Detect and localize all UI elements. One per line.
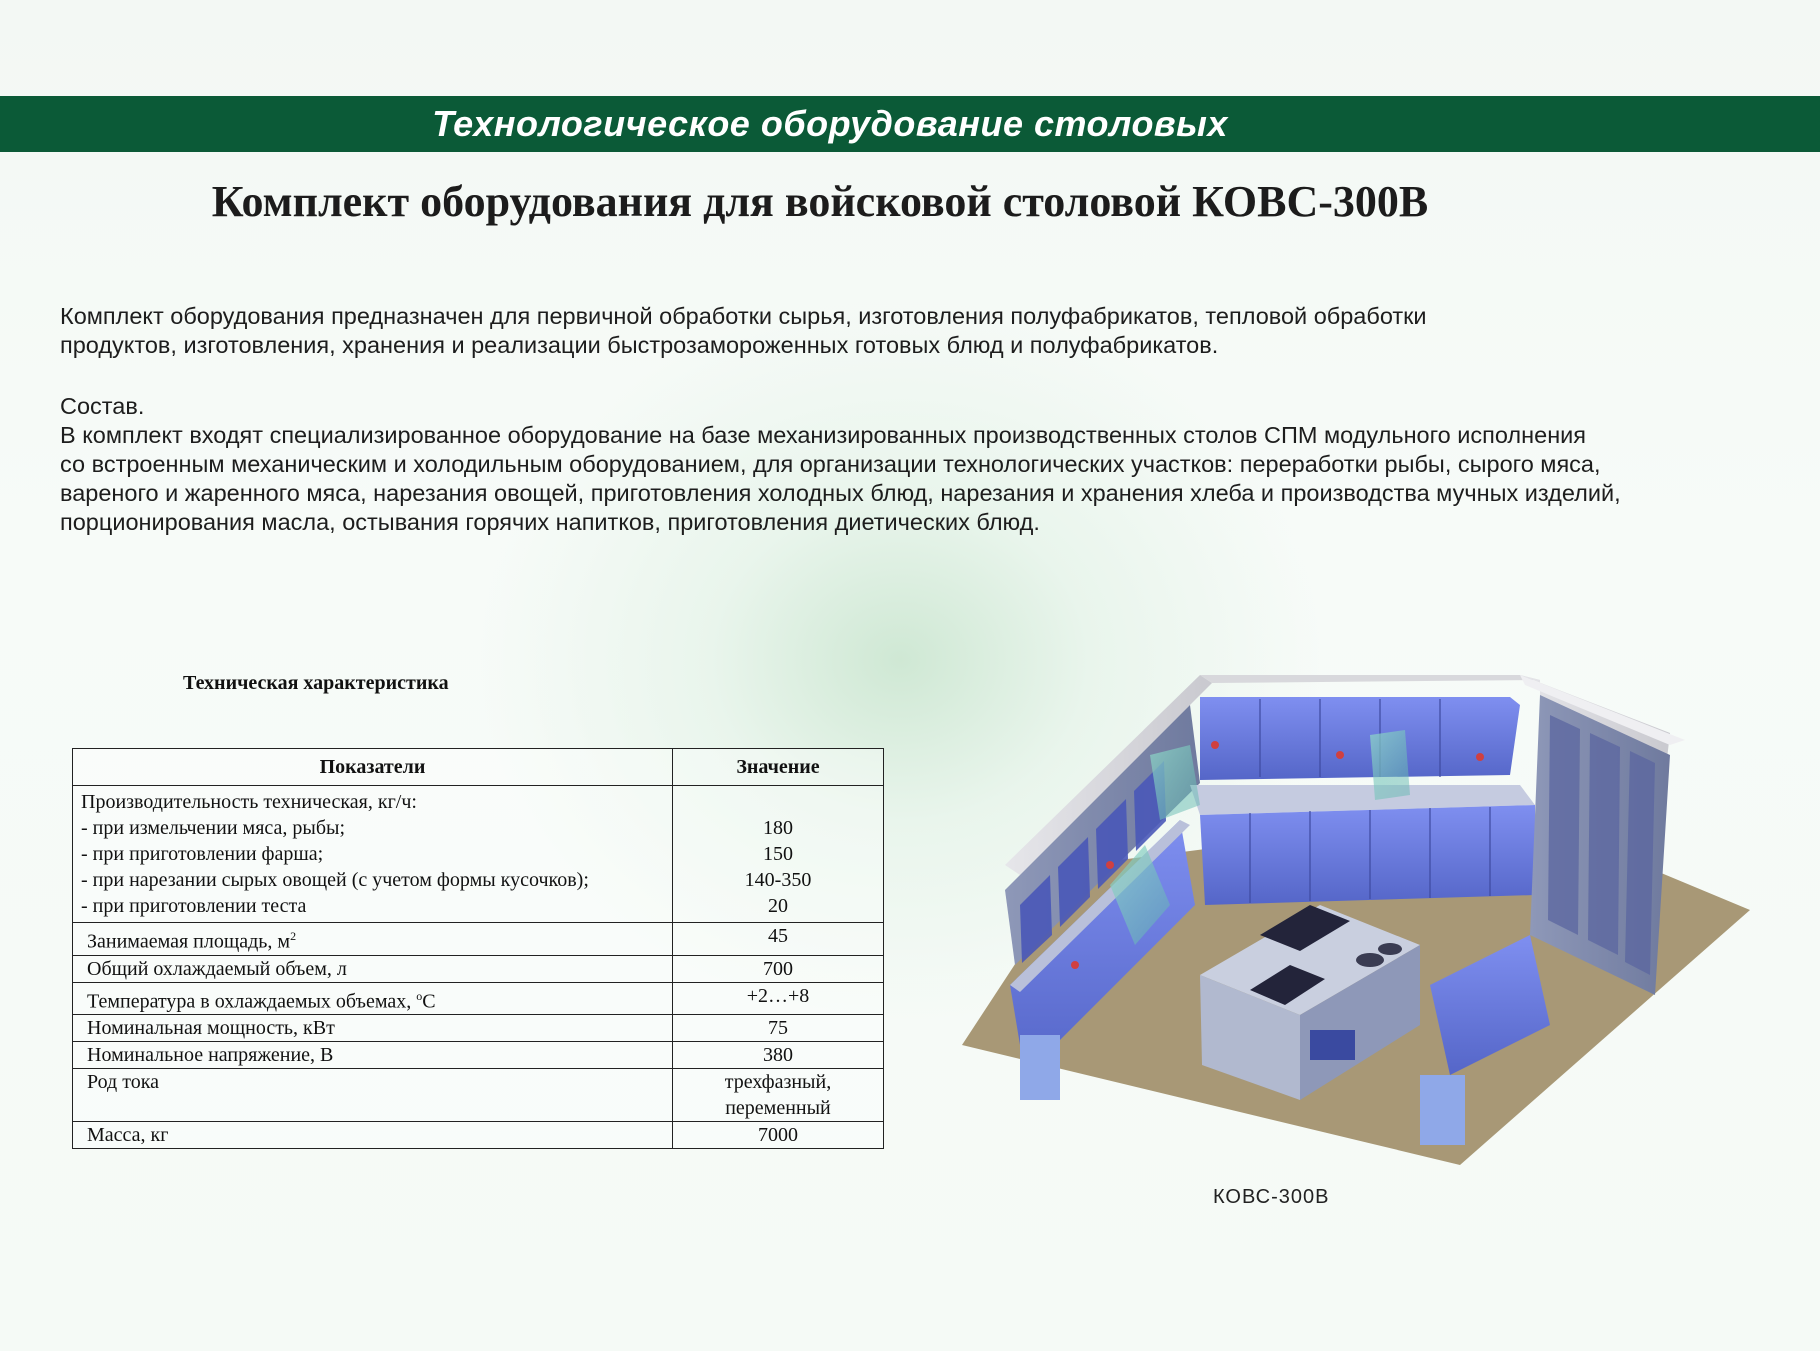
kitchen-layout-drawing [950,605,1760,1185]
sink-unit [1420,1075,1465,1145]
productivity-item-value: 150 [763,843,793,865]
header-banner [0,96,1820,152]
specs-table [72,748,884,1149]
productivity-item-value: 20 [768,895,788,917]
kitchen-layout-illustration [950,605,1760,1185]
table-header-row [73,749,884,786]
productivity-item-value: 140-350 [744,869,812,891]
oven-panel [1310,1030,1355,1060]
column-header-value: Значение [673,749,884,786]
productivity-item-label: - при нарезании сырых овощей (с учетом формы кусочков); [81,869,589,891]
stove-burner [1356,953,1384,967]
productivity-item-label: - при приготовлении фарша; [81,843,324,865]
productivity-item-label: - при измельчении мяса, рыбы; [81,817,346,839]
table-row [73,1015,884,1042]
table-row [73,1122,884,1149]
composition-paragraph [60,392,1800,537]
area-label: Занимаемая площадь, $м^2$ [73,923,673,956]
current-value-line: трехфазный, [724,1071,832,1094]
productivity-item-label: - при приготовлении теста [81,895,307,917]
composition-heading: Состав. [60,393,145,419]
intro-line: продуктов, изготовления, хранения и реализации быстрозамороженных готовых блюд и полуфабрикатов. [60,332,1219,358]
table-row [73,955,884,982]
intro-paragraph [60,302,1800,360]
productivity-values-cell [673,786,884,923]
voltage-label: Номинальное напряжение, В [73,1042,673,1069]
stove-burner [1378,943,1402,955]
banner-title: Технологическое оборудование столовых [432,103,1228,144]
intro-line: Комплект оборудования предназначен для первичной обработки сырья, изготовления полуфабрикатов, тепловой обработки [60,303,1427,329]
page-title: Комплект оборудования для войсковой столовой КОВС-300В [211,177,1429,226]
figure-caption: КОВС-300В [1213,1186,1330,1208]
current-value [673,1069,884,1122]
composition-line: со встроенным механическим и холодильным оборудованием, для организации технологических участков: переработки рыбы, сырого мяса, [60,451,1601,477]
table-row [73,786,884,923]
productivity-cell [73,786,673,923]
composition-line: порционирования масла, остывания горячих напитков, приготовления диетических блюд. [60,509,1040,535]
glass-guard-right [1370,730,1410,800]
table-row [73,1069,884,1122]
power-label: Номинальная мощность, кВт [73,1015,673,1042]
composition-line: вареного и жаренного мяса, нарезания овощей, приготовления холодных блюд, нарезания и хранения хлеба и производства мучных изделий, [60,480,1621,506]
area-value: 45 [673,923,884,956]
table-row [73,1042,884,1069]
volume-value: 700 [673,955,884,982]
productivity-label: Производительность техническая, кг/ч: [81,791,417,813]
table-row [73,982,884,1015]
power-value: 75 [673,1015,884,1042]
productivity-item-value: 180 [763,817,793,839]
current-label: Род тока [73,1069,673,1122]
back-upper-cabinets [1200,697,1520,780]
mass-value: 7000 [673,1122,884,1149]
temperature-value: +2…+8 [673,982,884,1015]
specs-heading: Техническая характеристика [183,672,449,694]
mass-label: Масса, кг [73,1122,673,1149]
volume-label: Общий охлаждаемый объем, л [73,955,673,982]
sink-unit [1020,1035,1060,1100]
back-wall-top [1200,675,1540,683]
voltage-value: 380 [673,1042,884,1069]
column-header-indicator: Показатели [73,749,673,786]
composition-line: В комплект входят специализированное оборудование на базе механизированных производственных столов СПМ модульного исполнения [60,422,1587,448]
current-value-line: переменный [725,1097,831,1120]
table-row [73,923,884,956]
temperature-label: Температура в охлаждаемых объемах, $^о$С [73,982,673,1015]
